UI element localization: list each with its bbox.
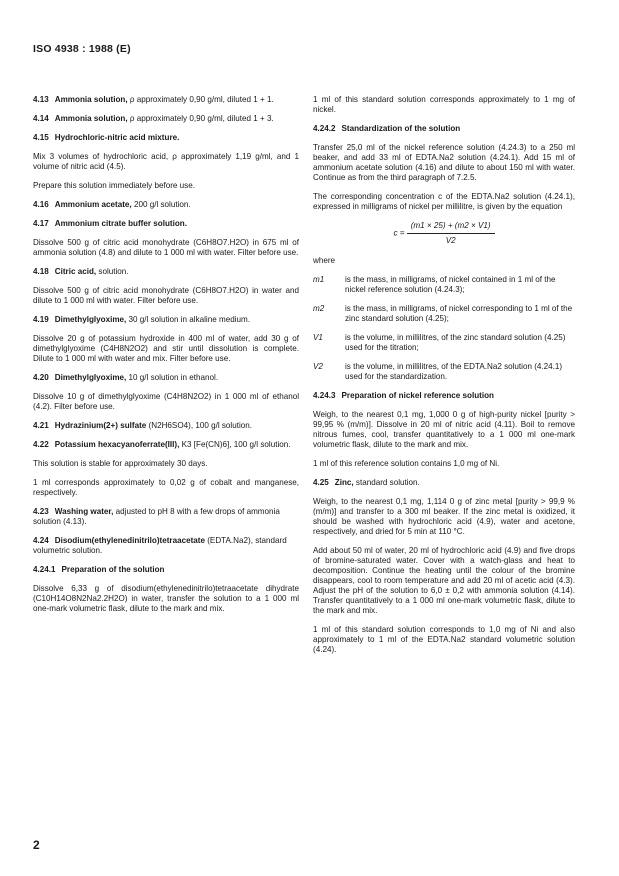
- equation-lhs: c =: [393, 228, 405, 238]
- paragraph: This solution is stable for approximately 30 days.: [33, 459, 208, 468]
- section-heading: [33, 373, 299, 383]
- section-heading: [33, 421, 299, 431]
- equation-numerator: (m1 × 25) + (m2 × V1): [407, 221, 495, 234]
- page-header: ISO 4938 : 1988 (E): [33, 43, 131, 55]
- section-number: 4.19: [33, 315, 49, 324]
- paragraph: Dissolve 10 g of dimethylglyoxime (C4H8N2O2) in 1 000 ml of ethanol (4.2). Filter before use.: [33, 392, 299, 411]
- section-subtitle: 10 g/l solution in ethanol.: [128, 373, 219, 382]
- paragraph: Add about 50 ml of water, 20 ml of hydrochloric acid (4.9) and five drops of bromine-saturated water. Cover with a watch-glass and heat to decomposition. Continue the heating until the colour of the bromine disappears, cool to room temperature and add 20 ml of acetic acid (4.3). Adjust the pH of the solution to 6,0 ± 0,2 with ammonia solution (4.14). Transfer quantitatively to a 1 000 ml one-mark volumetric flask, dilute to the mark and mix.: [313, 546, 575, 615]
- paragraph: 1 ml corresponds approximately to 0,02 g of cobalt and manganese, respectively.: [33, 478, 299, 497]
- section-subtitle: (EDTA.Na2), standard volumetric solution.: [33, 536, 287, 555]
- section-number: 4.17: [33, 219, 49, 228]
- section-title: Hydrochloric-nitric acid mixture.: [54, 133, 180, 142]
- paragraph: Dissolve 20 g of potassium hydroxide in 400 ml of water, add 30 g of dimethylglyoxime (C4H8N2O2) and stir until dissolution is complete. Dilute to 1 000 ml with water and mix. Filter before use.: [33, 334, 299, 363]
- section-title: Potassium hexacyanoferrate(III),: [54, 440, 180, 449]
- section-subtitle: K3 [Fe(CN)6], 100 g/l solution.: [181, 440, 291, 449]
- section-heading: [33, 507, 299, 527]
- paragraph: Weigh, to the nearest 0,1 mg, 1,000 0 g of high-purity nickel [purity > 99,95 % (m/m)]. Dissolve in 20 ml of nitric acid (4.11). Boil to remove nitrous fumes, cool, transfer quantitatively to a 1 000 ml one-mark volumetric flask, dilute to the mark and mix.: [313, 410, 575, 449]
- section-heading: [33, 315, 299, 325]
- variable-definition: [313, 304, 575, 324]
- section-number: 4.21: [33, 421, 49, 430]
- section-number: 4.23: [33, 507, 49, 516]
- variable-description: is the mass, in milligrams, of nickel corresponding to 1 ml of the zinc standard solution (4.25);: [345, 304, 573, 323]
- paragraph: where: [313, 256, 336, 265]
- variable-symbol: m2: [313, 304, 325, 313]
- section-heading: [33, 267, 299, 277]
- equation-fraction: [407, 221, 495, 246]
- section-title: Ammonia solution,: [54, 95, 128, 104]
- section-title: Ammonia solution,: [54, 114, 128, 123]
- section-number: 4.20: [33, 373, 49, 382]
- paragraph: Dissolve 6,33 g of disodium(ethylenedinitrilo)tetraacetate dihydrate (C10H14O8N2Na2.2H2O) in water, transfer the solution to a 1 000 ml one-mark volumetric flask, dilute to the mark and mix.: [33, 584, 299, 613]
- section-title: Disodium(ethylenedinitrilo)tetraacetate: [54, 536, 205, 545]
- section-number: 4.22: [33, 440, 49, 449]
- paragraph: 1 ml of this standard solution corresponds to 1,0 mg of Ni and also approximately to 1 ml of the EDTA.Na2 standard volumetric solution (4.24).: [313, 625, 575, 654]
- paragraph: Prepare this solution immediately before use.: [33, 181, 195, 190]
- section-subtitle: (N2H6SO4), 100 g/l solution.: [148, 421, 253, 430]
- section-subtitle: standard solution.: [355, 478, 420, 487]
- section-title: Citric acid,: [54, 267, 97, 276]
- paragraph: 1 ml of this standard solution corresponds approximately to 1 mg of nickel.: [313, 95, 575, 114]
- variable-definition: [313, 275, 575, 295]
- variable-definition: [313, 333, 575, 353]
- section-title: Preparation of nickel reference solution: [341, 391, 494, 400]
- section-number: 4.14: [33, 114, 49, 123]
- paragraph: 1 ml of this reference solution contains 1,0 mg of Ni.: [313, 459, 500, 468]
- paragraph: Weigh, to the nearest 0,1 mg, 1,114 0 g of zinc metal [purity > 99,9 % (m/m)] and transfer to a 300 ml beaker. If the zinc metal is oxidized, it should be washed with hydrochloric acid (4.9), water and acetone, respectively, and dried for 5 min at 110 °C.: [313, 497, 575, 536]
- section-subtitle: 200 g/l solution.: [133, 200, 191, 209]
- page-number: 2: [33, 838, 40, 852]
- variable-description: is the mass, in milligrams, of nickel contained in 1 ml of the nickel reference solution (4.24.3);: [345, 275, 556, 294]
- paragraph: Dissolve 500 g of citric acid monohydrate (C6H8O7.H2O) in water and dilute to 1 000 ml with water. Filter before use.: [33, 286, 299, 305]
- section-number: 4.25: [313, 478, 329, 487]
- section-subtitle: 30 g/l solution in alkaline medium.: [128, 315, 251, 324]
- section-title: Ammonium acetate,: [54, 200, 132, 209]
- variable-description: is the volume, in millilitres, of the zinc standard solution (4.25) used for the titration;: [345, 333, 566, 352]
- section-number: 4.24.2: [313, 124, 336, 133]
- variable-symbol: V2: [313, 362, 323, 371]
- section-title: Zinc,: [334, 478, 354, 487]
- section-title: Washing water,: [54, 507, 114, 516]
- section-heading: [33, 114, 299, 124]
- section-number: 4.18: [33, 267, 49, 276]
- section-heading: [33, 200, 299, 210]
- paragraph: Dissolve 500 g of citric acid monohydrate (C6H8O7.H2O) in 675 ml of ammonia solution (4.8) and dilute to 1 000 ml with water. Filter before use.: [33, 238, 299, 257]
- section-heading: [33, 95, 299, 105]
- variable-symbol: m1: [313, 275, 325, 284]
- section-subtitle: adjusted to pH 8 with a few drops of ammonia solution (4.13).: [33, 507, 280, 526]
- section-number: 4.24.1: [33, 565, 56, 574]
- section-title: Hydrazinium(2+) sulfate: [54, 421, 147, 430]
- equation: [313, 221, 575, 246]
- section-heading: [33, 440, 299, 450]
- section-title: Dimethylglyoxime,: [54, 315, 127, 324]
- section-title: Preparation of the solution: [61, 565, 165, 574]
- section-heading: [33, 219, 299, 229]
- equation-denominator: V2: [445, 236, 456, 245]
- section-title: Standardization of the solution: [341, 124, 461, 133]
- section-heading: [33, 133, 299, 143]
- variable-description: is the volume, in millilitres, of the EDTA.Na2 solution (4.24.1) used for the standardization.: [345, 362, 563, 381]
- section-heading: [33, 565, 299, 575]
- right-column: [313, 95, 575, 664]
- left-column: [33, 95, 299, 623]
- paragraph: Transfer 25,0 ml of the nickel reference solution (4.24.3) to a 250 ml beaker, and add 33 ml of EDTA.Na2 solution (4.24.1). Add 15 ml of ammonium acetate solution (4.16) and dilute to about 150 ml with water. Continue as from the third paragraph of 7.2.5.: [313, 143, 575, 182]
- section-heading: [313, 391, 575, 401]
- section-number: 4.24.3: [313, 391, 336, 400]
- section-number: 4.24: [33, 536, 49, 545]
- variable-definition: [313, 362, 575, 382]
- section-heading: [33, 536, 299, 556]
- section-subtitle: ρ approximately 0,90 g/ml, diluted 1 + 1.: [129, 95, 274, 104]
- section-number: 4.13: [33, 95, 49, 104]
- section-title: Ammonium citrate buffer solution.: [54, 219, 187, 228]
- section-number: 4.15: [33, 133, 49, 142]
- section-heading: [313, 124, 575, 134]
- section-number: 4.16: [33, 200, 49, 209]
- section-heading: [313, 478, 575, 488]
- paragraph: Mix 3 volumes of hydrochloric acid, ρ approximately 1,19 g/ml, and 1 volume of nitric acid (4.5).: [33, 152, 299, 171]
- section-subtitle: solution.: [98, 267, 129, 276]
- section-title: Dimethylglyoxime,: [54, 373, 127, 382]
- variable-symbol: V1: [313, 333, 323, 342]
- paragraph: The corresponding concentration c of the EDTA.Na2 solution (4.24.1), expressed in milligrams of nickel per millilitre, is given by the equation: [313, 192, 575, 211]
- section-subtitle: ρ approximately 0,90 g/ml, diluted 1 + 3.: [129, 114, 274, 123]
